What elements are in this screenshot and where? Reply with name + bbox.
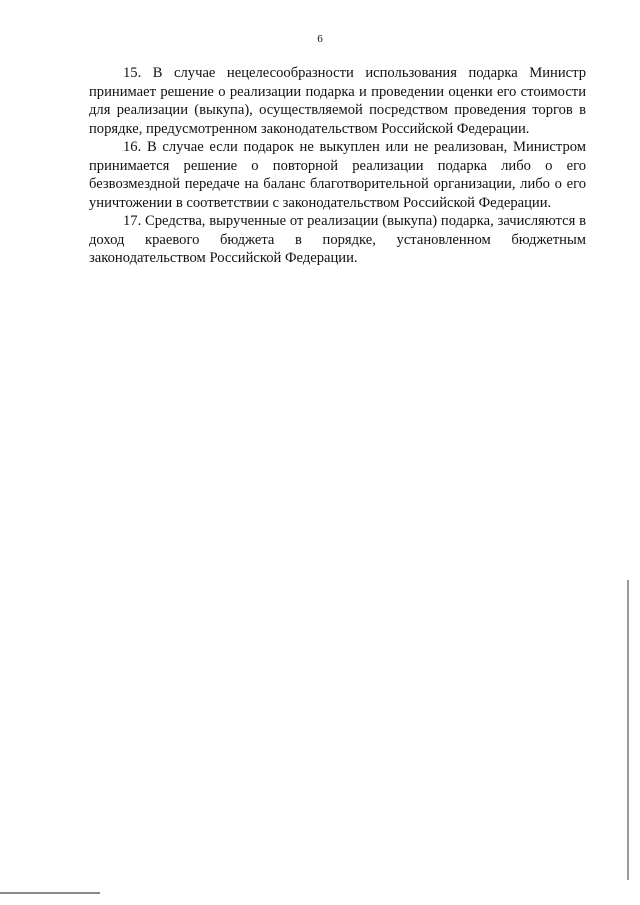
paragraph-17: 17. Средства, вырученные от реализации (выкупа) подарка, зачисляются в доход краевого бюджета в порядке, установленном бюджетным законодательством Российской Федерации. bbox=[89, 213, 586, 266]
page-number: 6 bbox=[317, 33, 323, 45]
scan-edge-line-bottom bbox=[0, 892, 100, 894]
paragraph-16: 16. В случае если подарок не выкуплен или не реализован, Министром принимается решение о повторной реализации подарка либо о его безвозмездной передаче на баланс благотворительной организации, либо о его уничтожении в соответствии с законодательством Российской Федерации. bbox=[89, 139, 586, 211]
scan-edge-line bbox=[627, 580, 629, 880]
paragraph-15: 15. В случае нецелесообразности использования подарка Министр принимает решение о реализации подарка и проведении оценки его стоимости для реализации (выкупа), осуществляемой посредством проведения торгов в порядке, предусмотренном законодательством Российской Федерации. bbox=[89, 65, 586, 137]
document-body bbox=[89, 64, 586, 268]
